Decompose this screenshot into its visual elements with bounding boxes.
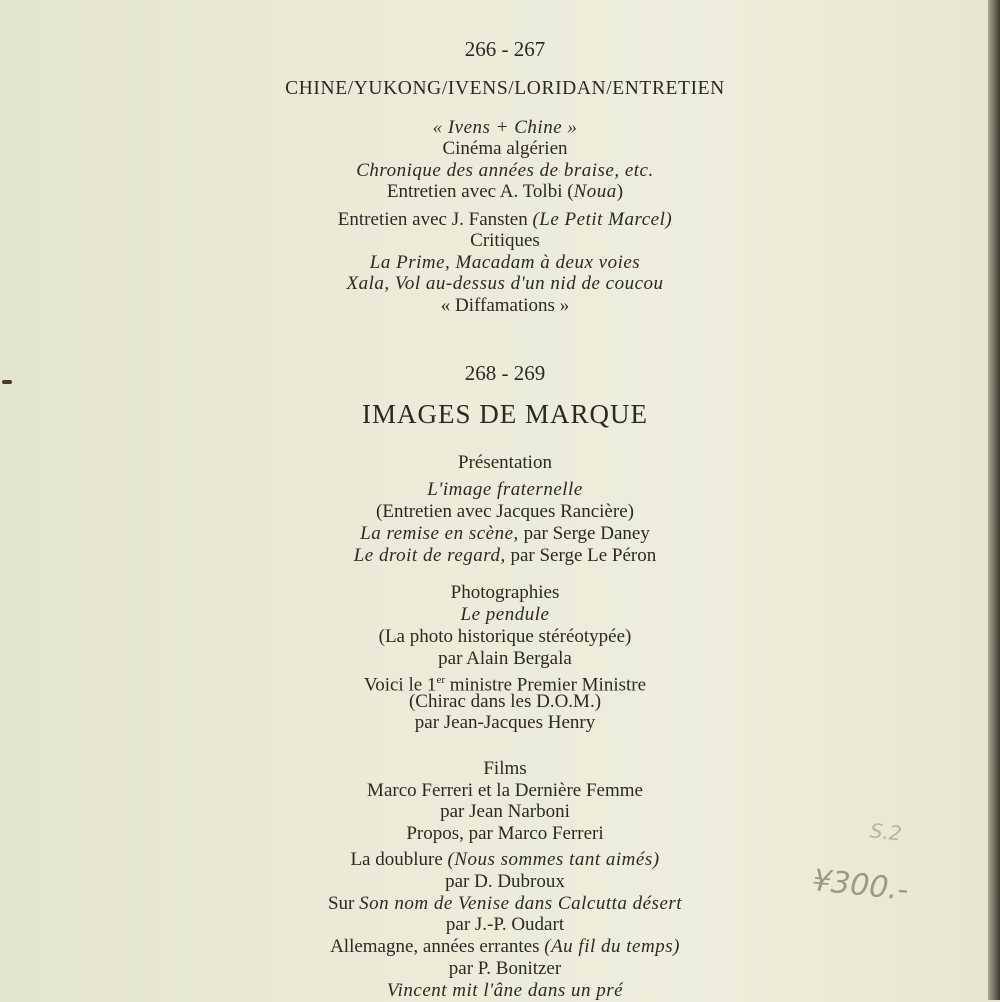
handwritten-price: ¥300.-	[810, 863, 911, 908]
entry-text: Entretien avec A. Tolbi (	[386, 181, 574, 202]
toc-entry	[0, 801, 1000, 823]
section-title	[0, 399, 1000, 429]
toc-entry	[0, 712, 1000, 734]
italic-title-text: « Ivens + Chine »	[432, 117, 578, 138]
handwritten-note: S.2	[868, 818, 903, 846]
entry-text: par P. Bonitzer	[448, 958, 562, 979]
entry-text: Photographies	[450, 582, 560, 603]
issue-number	[0, 38, 1000, 60]
entry-text: IMAGES DE MARQUE	[362, 399, 648, 429]
toc-entry	[0, 181, 1000, 203]
toc-entry	[0, 936, 1000, 958]
italic-title-text: Le droit de regard,	[353, 545, 506, 566]
entry-text: (Chirac dans les D.O.M.)	[408, 691, 602, 712]
italic-title-text: Xala, Vol au-dessus d'un nid de coucou	[346, 273, 664, 294]
entry-text: 266 - 267	[464, 37, 546, 61]
entry-text: CHINE/YUKONG/IVENS/LORIDAN/ENTRETIEN	[285, 78, 725, 99]
toc-entry	[0, 295, 1000, 317]
entry-text: (Entretien avec Jacques Rancière)	[376, 501, 634, 522]
entry-text: par J.-P. Oudart	[445, 914, 565, 935]
entry-text: Marco Ferreri et la Dernière Femme	[367, 780, 643, 801]
italic-title-text: L'image fraternelle	[427, 479, 583, 500]
entry-text: er	[436, 674, 445, 686]
italic-title-text: Noua	[573, 181, 617, 202]
toc-entry	[0, 452, 1000, 474]
entry-text: par D. Dubroux	[445, 871, 565, 892]
toc-entry	[0, 501, 1000, 523]
italic-title-text: (Nous sommes tant aimés)	[447, 849, 660, 870]
entry-text: Propos, par Marco Ferreri	[406, 823, 604, 844]
entry-text: La doublure	[350, 849, 448, 870]
toc-entry	[0, 138, 1000, 160]
toc-entry	[0, 823, 1000, 845]
entry-text: « Diffamations »	[440, 295, 570, 316]
toc-entry	[0, 545, 1000, 567]
toc-entry	[0, 117, 1000, 139]
entry-text: Voici le 1	[363, 674, 437, 696]
entry-text: par Serge Daney	[518, 523, 650, 544]
toc-entry	[0, 230, 1000, 252]
toc-entry	[0, 958, 1000, 980]
entry-text: (La photo historique stéréotypée)	[378, 626, 632, 647]
toc-entry	[0, 648, 1000, 670]
entry-text: Présentation	[458, 452, 552, 473]
toc-entry	[0, 160, 1000, 182]
toc-entry	[0, 582, 1000, 604]
italic-title-text: (Le Petit Marcel)	[532, 209, 673, 230]
toc-entry	[0, 758, 1000, 780]
toc-entry	[0, 914, 1000, 936]
entry-text: Sur	[327, 893, 360, 914]
italic-title-text: Chronique des années de braise, etc.	[356, 160, 654, 181]
toc-entry	[0, 479, 1000, 501]
entry-text: par Jean-Jacques Henry	[414, 712, 596, 733]
entry-text: Films	[483, 758, 527, 779]
toc-entry	[0, 626, 1000, 648]
entry-text: Cinéma algérien	[442, 138, 568, 159]
toc-entry	[0, 780, 1000, 802]
entry-text: Critiques	[470, 230, 540, 251]
toc-entry	[0, 604, 1000, 626]
italic-title-text: Le pendule	[460, 604, 550, 625]
entry-text: par Jean Narboni	[440, 801, 570, 822]
toc-entry	[0, 980, 1000, 1002]
toc-entry	[0, 252, 1000, 274]
toc-entry	[0, 273, 1000, 295]
italic-title-text: Vincent mit l'âne dans un pré	[386, 980, 624, 1001]
entry-text: )	[616, 181, 624, 202]
italic-title-text: Son nom de Venise dans Calcutta désert	[359, 893, 683, 914]
toc-entry	[0, 691, 1000, 713]
entry-text: Allemagne, années errantes	[330, 936, 545, 957]
entry-text: par Alain Bergala	[438, 648, 572, 669]
issue-number	[0, 362, 1000, 384]
section-title	[0, 78, 1000, 100]
entry-text: par Serge Le Péron	[505, 545, 657, 566]
entry-text: Entretien avec J. Fansten	[337, 209, 533, 230]
italic-title-text: La remise en scène,	[360, 523, 519, 544]
italic-title-text: (Au fil du temps)	[544, 936, 680, 957]
entry-text: ministre Premier Ministre	[444, 674, 647, 696]
italic-title-text: La Prime, Macadam à deux voies	[369, 252, 641, 273]
entry-text: 268 - 269	[464, 361, 546, 385]
toc-entry	[0, 209, 1000, 231]
toc-entry	[0, 523, 1000, 545]
